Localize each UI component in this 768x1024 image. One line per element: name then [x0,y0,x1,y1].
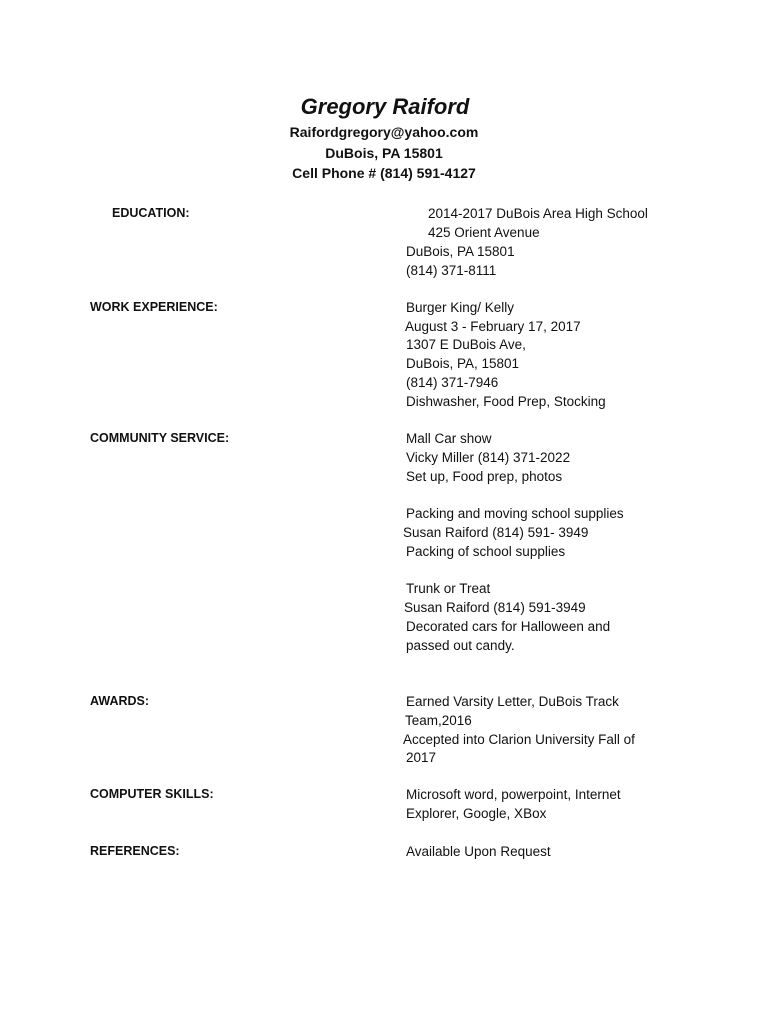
education-line: DuBois, PA 15801 [406,244,515,259]
community-service-line: Trunk or Treat [406,581,491,596]
awards-line: Accepted into Clarion University Fall of [403,732,635,747]
email-address: Raifordgregory@yahoo.com [289,124,479,140]
computer-skills-label: COMPUTER SKILLS: [90,787,214,801]
community-service-line: Packing of school supplies [406,544,566,559]
awards-line: Earned Varsity Letter, DuBois Track [406,694,619,709]
education-line: (814) 371-8111 [406,263,497,278]
community-service-label: COMMUNITY SERVICE: [90,431,230,445]
work-experience-line: August 3 - February 17, 2017 [405,319,581,334]
community-service-line: Susan Raiford (814) 591-3949 [404,600,586,615]
candidate-name: Gregory Raiford [300,94,470,119]
work-experience-line: Burger King/ Kelly [406,300,515,315]
work-experience-line: DuBois, PA, 15801 [406,356,520,371]
computer-skills-line: Microsoft word, powerpoint, Internet [406,787,621,802]
work-experience-label: WORK EXPERIENCE: [90,300,218,314]
community-service-line: Set up, Food prep, photos [406,469,563,484]
work-experience-line: 1307 E DuBois Ave, [406,337,526,352]
cell-phone: Cell Phone # (814) 591-4127 [292,165,476,181]
community-service-line: Susan Raiford (814) 591- 3949 [403,525,589,540]
awards-label: AWARDS: [90,694,150,708]
work-experience-line: Dishwasher, Food Prep, Stocking [406,394,606,409]
awards-line: Team,2016 [405,713,472,728]
community-service-line: Packing and moving school supplies [406,506,624,521]
community-service-line: passed out candy. [406,638,515,653]
education-line: 425 Orient Avenue [428,225,540,240]
community-service-line: Vicky Miller (814) 371-2022 [406,450,571,465]
resume-header [0,92,768,184]
community-service-line: Mall Car show [406,431,492,446]
awards-line: 2017 [406,750,437,765]
work-experience-line: (814) 371-7946 [406,375,499,390]
education-label: EDUCATION: [112,206,190,220]
computer-skills-line: Explorer, Google, XBox [406,806,547,821]
education-line: 2014-2017 DuBois Area High School [428,206,648,221]
community-service-line: Decorated cars for Halloween and [406,619,611,634]
references-label: REFERENCES: [90,844,180,858]
location: DuBois, PA 15801 [325,144,443,161]
references-line: Available Upon Request [406,844,551,859]
